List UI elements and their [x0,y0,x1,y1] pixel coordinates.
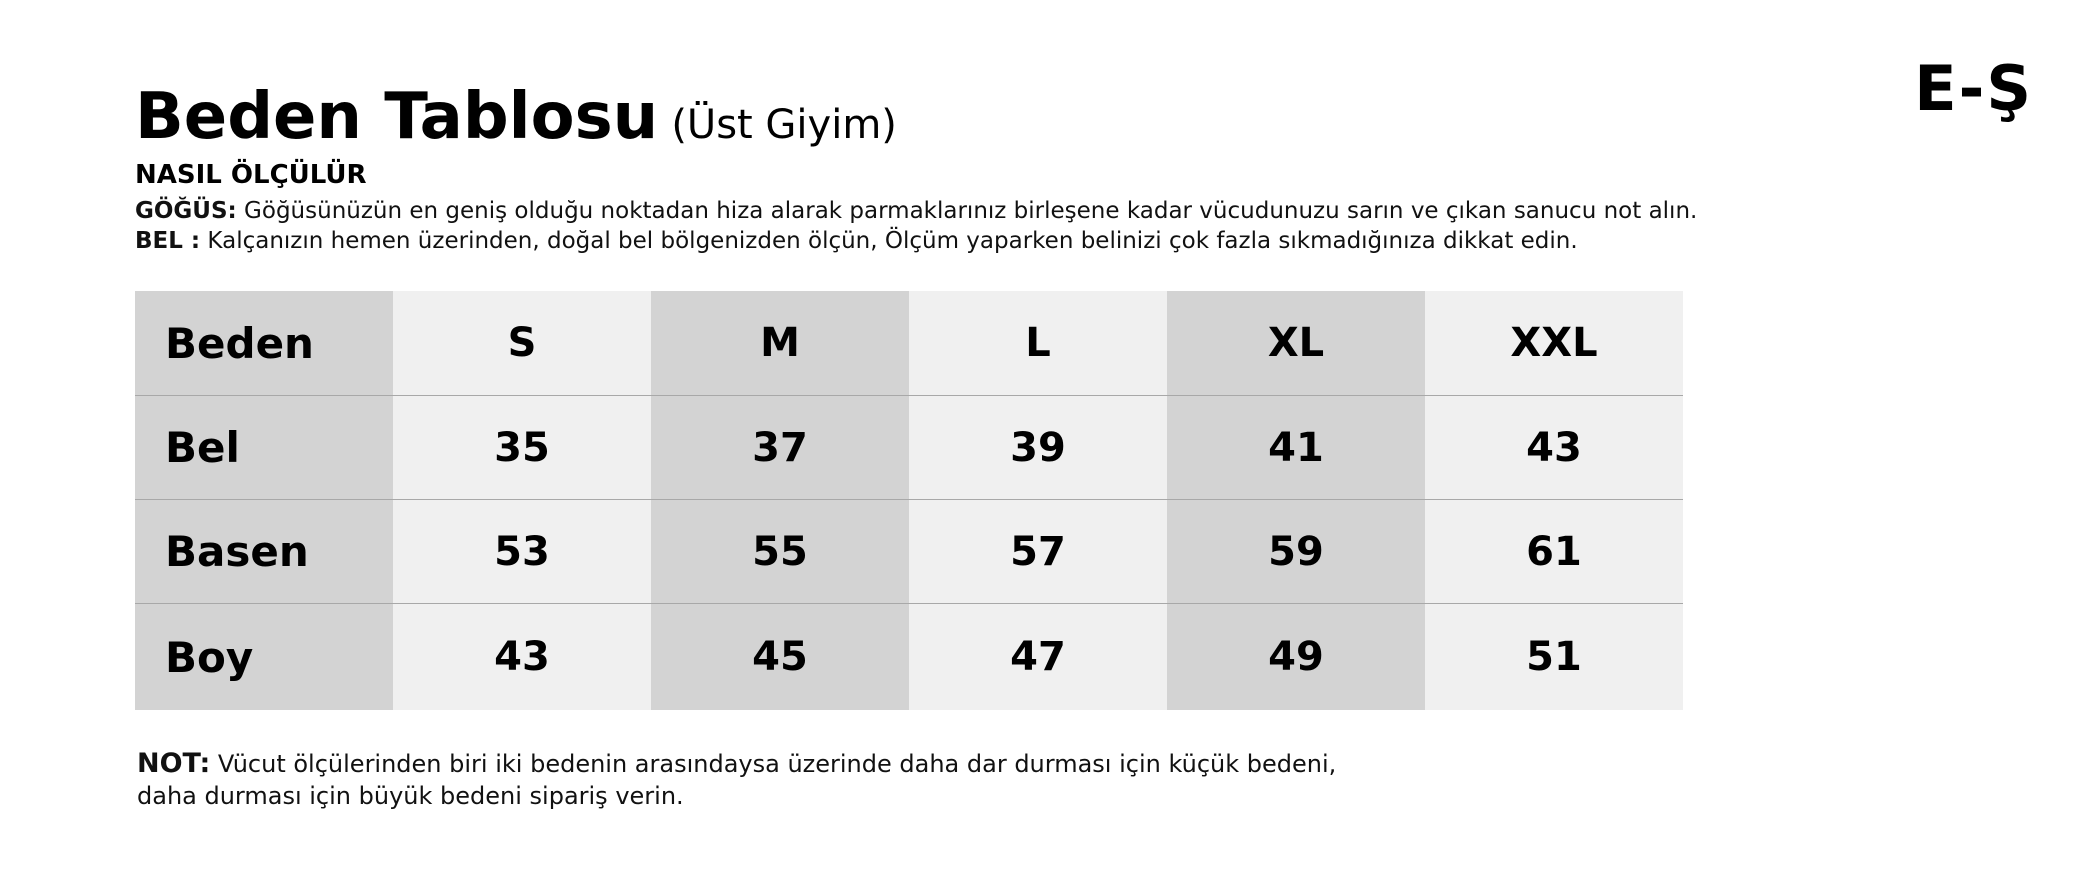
title-line [135,80,1735,154]
waist-text: Kalçanızın hemen üzerinden, doğal bel bölgenizden ölçün, Ölçüm yaparken belinizi çok fazla sıkmadığınıza dikkat edin. [200,228,1578,254]
table-cell: 49 [1167,604,1425,710]
table-header-cell: Beden [135,291,393,396]
table-header-cell: S [393,291,651,396]
note [137,748,1336,812]
table-cell: 53 [393,500,651,604]
page-subtitle: (Üst Giyim) [671,102,897,148]
table-cell: 57 [909,500,1167,604]
size-table [135,291,1683,710]
table-row-label: Basen [135,500,393,604]
table-cell: 41 [1167,396,1425,500]
table-header-cell: L [909,291,1167,396]
table-header-cell: XXL [1425,291,1683,396]
table-row-label: Boy [135,604,393,710]
brand-logo: E-Ş [1914,52,2033,125]
table-cell: 35 [393,396,651,500]
table-row-label: Bel [135,396,393,500]
size-chart-header [135,80,1735,256]
table-cell: 37 [651,396,909,500]
note-text-1: Vücut ölçülerinden biri iki bedenin arasındaysa üzerinde daha dar durması için küçük bedeni, [210,750,1337,778]
chest-instruction [135,196,1735,226]
note-line-1 [137,748,1336,780]
table-cell: 39 [909,396,1167,500]
table-header-cell: XL [1167,291,1425,396]
table-cell: 43 [1425,396,1683,500]
note-line-2: daha durması için büyük bedeni sipariş verin. [137,782,684,810]
measure-instructions [135,196,1735,256]
chest-text: Göğüsünüzün en geniş olduğu noktadan hiza alarak parmaklarınız birleşene kadar vücudunuzu sarın ve çıkan sanucu not alın. [236,198,1698,224]
waist-instruction [135,226,1735,256]
table-cell: 45 [651,604,909,710]
waist-label: BEL : [135,228,201,254]
page-title: Beden Tablosu [135,80,659,154]
note-label: NOT: [137,748,211,779]
table-cell: 61 [1425,500,1683,604]
how-to-measure-heading: NASIL ÖLÇÜLÜR [135,160,367,190]
table-header-cell: M [651,291,909,396]
table-cell: 47 [909,604,1167,710]
table-cell: 59 [1167,500,1425,604]
table-cell: 51 [1425,604,1683,710]
table-cell: 55 [651,500,909,604]
chest-label: GÖĞÜS: [135,198,237,224]
table-cell: 43 [393,604,651,710]
